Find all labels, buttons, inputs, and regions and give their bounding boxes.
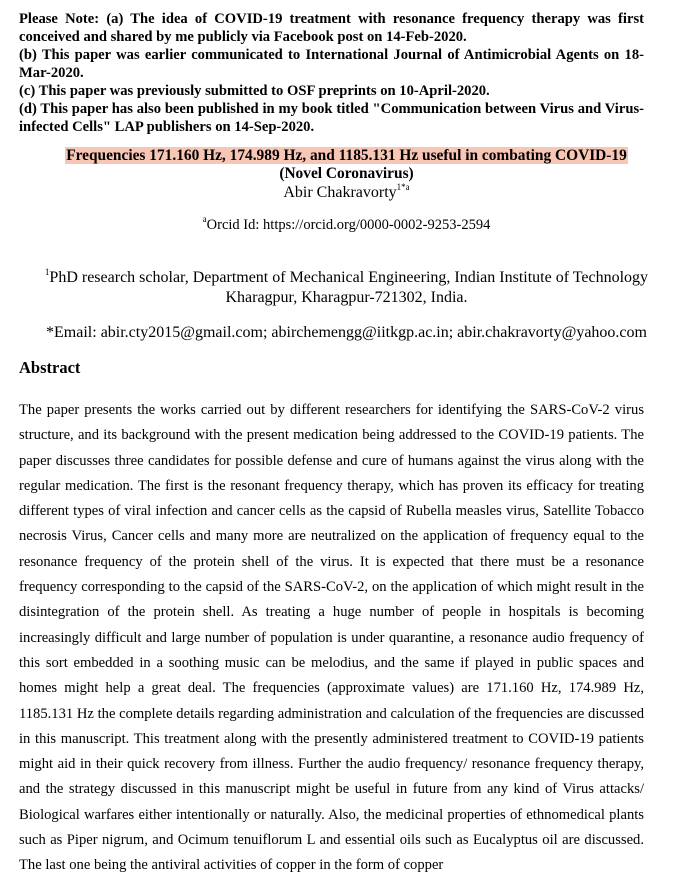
abstract-body: The paper presents the works carried out by different researchers for identifying the SARS-CoV-2 virus structure, and its background with the present medication being addressed to the COVID-19 patients. The paper discusses three candidates for possible defense and cure of humans against the virus along with the regular medication. The first is the resonant frequency therapy, which has proven its efficacy for treating different types of viral infection and cancer cells as the capsid of Rubella measles virus, Satellite Tobacco necrosis Virus, Cancer cells and many more are neutralized on the application of frequency equal to the resonance frequency of the protein shell of the virus. It is expected that there must be a resonance frequency corresponding to the capsid of the SARS-CoV-2, on the application of which might result in the disintegration of the protein shell. As treating a huge number of people in hospitals is becoming increasingly difficult and large number of population is under quarantine, a resonance audio frequency of this sort embedded in a soothing music can be melodius, and the same if played in public spaces and homes might help a great deal. The frequencies (approximate values) are 171.160 Hz, 174.989 Hz, 1185.131 Hz the complete details regarding administration and calculation of the frequencies are discussed in this manuscript. This treatment along with the presently administered treatment to COVID-19 patients might aid in their quick recovery from illness. Further the audio frequency/ resonance frequency therapy, and the strategy discussed in this manuscript might be useful in future from any kind of Virus attacks/ Biological warfares either intentionally or naturally. Also, the medicinal properties of ethnomedical plants such as Piper nigrum, and Ocimum tenuiflorum L and essential oils such as Eucalyptus oil are discussed. The last one being the antiviral activities of copper in the form of copper bbox=[19, 402, 644, 874]
author-marks: 1*a bbox=[396, 182, 410, 192]
title-block bbox=[19, 147, 674, 203]
author-line bbox=[19, 183, 674, 203]
note-a: Please Note: (a) The idea of COVID-19 treatment with resonance frequency therapy was first conceived and shared by me publicly via Facebook post on 14-Feb-2020. bbox=[19, 11, 644, 45]
note-d: (d) This paper has also been published in my book titled "Communication between Virus and Virus-infected Cells" LAP publishers on 14-Sep-2020. bbox=[19, 101, 644, 135]
affiliation-text: PhD research scholar, Department of Mechanical Engineering, Indian Institute of Technology Kharagpur, Kharagpur-721302, India. bbox=[49, 269, 649, 306]
paper-title bbox=[19, 147, 674, 165]
author-name: Abir Chakravorty bbox=[283, 184, 397, 201]
email-line: *Email: abir.cty2015@gmail.com; abirchemengg@iitkgp.ac.in; abir.chakravorty@yahoo.com bbox=[46, 324, 647, 341]
note-b: (b) This paper was earlier communicated to International Journal of Antimicrobial Agents on 18-Mar-2020. bbox=[19, 47, 644, 81]
please-note-block bbox=[19, 10, 644, 136]
paper-title-line1: Frequencies 171.160 Hz, 174.989 Hz, and 1185.131 Hz useful in combating COVID-19 bbox=[66, 147, 627, 164]
affiliation-mark: 1 bbox=[44, 267, 50, 277]
affiliation bbox=[19, 268, 674, 308]
orcid-line bbox=[19, 214, 674, 234]
orcid-mark: a bbox=[202, 214, 207, 224]
orcid-text: Orcid Id: https://orcid.org/0000-0002-9253-2594 bbox=[206, 217, 491, 233]
abstract-heading: Abstract bbox=[19, 358, 81, 377]
note-c: (c) This paper was previously submitted to OSF preprints on 10-April-2020. bbox=[19, 83, 490, 99]
paper-subtitle: (Novel Coronavirus) bbox=[279, 165, 414, 182]
